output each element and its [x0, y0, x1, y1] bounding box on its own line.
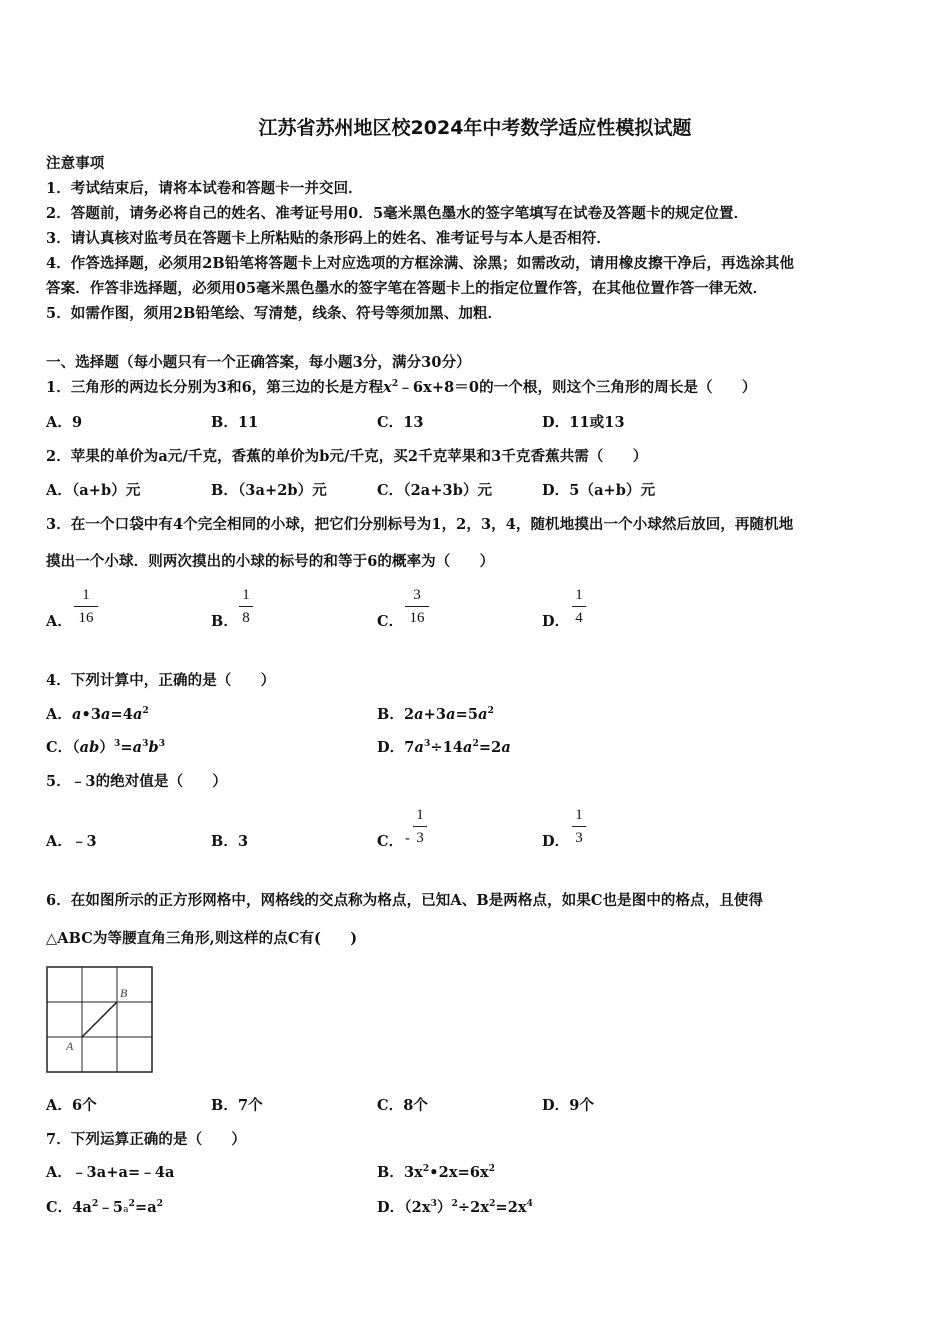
question-3-stem-line2: 摸出一个小球．则两次摸出的小球的标号的和等于6的概率为（ ） [46, 553, 495, 570]
notice-item-2: 2．答题前，请务必将自己的姓名、准考证号用0．5毫米黑色墨水的签字笔填写在试卷及答题卡的规定位置． [46, 205, 749, 222]
q4-d-eq: =2 [478, 739, 502, 756]
q4-option-c [46, 736, 165, 757]
q3-label-a: A． [46, 613, 72, 630]
q4-c-eq: = [120, 739, 133, 756]
question-7-stem: 7．下列运算正确的是（ ） [46, 1131, 246, 1148]
q7-d-sup4: 4 [526, 1199, 534, 1209]
q3-fraction-c [405, 586, 429, 627]
q5-option-a: A．﹣3 [46, 833, 97, 850]
q4-option-b [377, 703, 494, 724]
q4-b-var2: a [446, 706, 456, 723]
segment-ab [82, 1002, 117, 1037]
q1-option-a: A．9 [46, 414, 83, 431]
question-6-stem-line2: △ABC为等腰直角三角形,则这样的点C有( ) [46, 930, 358, 947]
q7-b-part1: B．3x [377, 1164, 423, 1181]
q1-option-d: D．11或13 [542, 414, 625, 431]
q7-c-sup1: 2 [91, 1199, 99, 1209]
q7-d-sup1: 3 [430, 1199, 437, 1209]
question-4-stem: 4．下列计算中，正确的是（ ） [46, 672, 276, 689]
q2-option-a: A．（a+b）元 [46, 482, 141, 499]
fraction-bar [572, 826, 586, 827]
q5-d-denominator: 3 [575, 830, 583, 846]
q4-d-label: D． [377, 739, 405, 756]
q3-fraction-d [572, 586, 586, 627]
q4-b-coef: 2 [403, 706, 415, 723]
q1-eq-x: x [383, 379, 392, 396]
q4-c-paren-open: （ [72, 739, 80, 756]
q7-b-sup2: 2 [488, 1164, 496, 1174]
q4-b-var: a [414, 706, 424, 723]
q5-option-b: B．3 [211, 833, 249, 850]
q7-d-sup2: 2 [451, 1199, 458, 1209]
q5-c-negative-sign: - [405, 831, 410, 847]
fraction-bar [239, 606, 253, 607]
notice-item-3: 3．请认真核对监考员在答题卡上所粘贴的条形码上的姓名、准考证号与本人是否相符． [46, 230, 611, 247]
point-b-label: B [120, 986, 128, 1000]
q7-option-d [377, 1196, 533, 1217]
q7-c-part1: C．4a [46, 1199, 92, 1216]
q4-c-b: b [148, 739, 159, 756]
q5-c-denominator: 3 [416, 830, 424, 846]
q5-label-d: D． [542, 833, 570, 850]
q4-d-a2: a [463, 739, 473, 756]
q4-b-eq: =5 [455, 706, 479, 723]
question-3-stem-line1: 3．在一个口袋中有4个完全相同的小球，把它们分别标号为1，2，3，4，随机地摸出一个小球然后放回，再随机地 [46, 516, 794, 533]
q4-d-sup2: 2 [472, 739, 479, 749]
q3-b-denominator: 8 [242, 610, 250, 626]
q3-c-denominator: 16 [409, 610, 425, 626]
q7-option-c [46, 1196, 163, 1217]
q3-a-denominator: 16 [78, 610, 94, 626]
notice-item-1: 1．考试结束后，请将本试卷和答题卡一并交回． [46, 180, 363, 197]
square-grid-figure [46, 966, 154, 1074]
q7-d-part1: D．（2x [377, 1199, 431, 1216]
notice-item-5: 5．如需作图，须用2B铅笔绘、写清楚，线条、符号等须加黑、加粗． [46, 305, 503, 322]
question-6-stem-line1: 6．在如图所示的正方形网格中，网格线的交点称为格点，已知A、B是两格点，如果C也是图中的格点，且使得 [46, 892, 764, 909]
q3-label-d: D． [542, 613, 570, 630]
q5-fraction-c [413, 806, 427, 847]
point-a-label: A [66, 1039, 74, 1053]
q3-c-numerator: 3 [413, 587, 421, 603]
q4-a-op: •3 [81, 706, 102, 723]
fraction-bar [413, 826, 427, 827]
question-5-stem: 5．﹣3的绝对值是（ ） [46, 773, 227, 790]
q4-a-var3: a [132, 706, 143, 723]
q2-option-b: B．（3a+2b）元 [211, 482, 327, 499]
q4-d-coef: 7 [404, 739, 415, 756]
notice-item-4: 4．作答选择题，必须用2B铅笔将答题卡上对应选项的方框涂满、涂黑；如需改动，请用橡皮擦干净后，再选涂其他 [46, 255, 795, 272]
fraction-bar [572, 606, 586, 607]
q4-b-op: +3 [423, 706, 447, 723]
q7-c-part2: ﹣5 [98, 1199, 124, 1216]
q7-d-part4: =2x [495, 1199, 527, 1216]
q7-d-sup3: 2 [489, 1199, 496, 1209]
q1-option-c: C．13 [377, 414, 424, 431]
q4-a-var: a [71, 706, 82, 723]
q4-a-sup: 2 [142, 706, 149, 716]
q6-option-d: D．9个 [542, 1097, 595, 1114]
q3-fraction-b [239, 586, 253, 627]
q7-d-part2: ） [436, 1199, 452, 1216]
q4-b-label: B． [377, 706, 404, 723]
q4-d-sup1: 3 [423, 739, 431, 749]
q7-c-sup2: 2 [128, 1199, 135, 1209]
q5-fraction-d [572, 806, 586, 847]
question-2-stem: 2．苹果的单价为a元/千克，香蕉的单价为b元/千克，买2千克苹果和3千克香蕉共需（ ） [46, 448, 648, 465]
q6-option-b: B．7个 [211, 1097, 263, 1114]
q7-b-part2: •2x=6x [429, 1164, 489, 1181]
notice-heading: 注意事项 [46, 155, 105, 172]
q4-a-eq: =4 [110, 706, 133, 723]
q4-c-sup1: 3 [113, 739, 121, 749]
fraction-bar [74, 606, 98, 607]
q7-option-b [377, 1161, 495, 1182]
question-1-stem [46, 376, 756, 397]
q4-option-d [377, 736, 511, 757]
q4-c-sup3: 3 [158, 739, 166, 749]
q4-c-ab: ab [79, 739, 100, 756]
q4-c-paren-close: ） [99, 739, 114, 756]
notice-item-4-cont: 答案．作答非选择题，必须用05毫米黑色墨水的签字笔在答题卡上的指定位置作答，在其他位置作答一律无效． [46, 280, 768, 297]
fraction-bar [405, 606, 429, 607]
q4-c-label: C． [46, 739, 73, 756]
q3-b-numerator: 1 [242, 587, 250, 603]
q4-a-label: A． [46, 706, 72, 723]
q1-option-b: B．11 [211, 414, 259, 431]
q7-c-small-a: a [123, 1205, 129, 1215]
q1-stem-b: 的一个根，则这个三角形的周长是（ ） [479, 379, 757, 396]
q5-c-numerator: 1 [416, 807, 424, 823]
q3-label-c: C． [377, 613, 404, 630]
q5-label-c: C． [377, 833, 404, 850]
q3-label-b: B． [211, 613, 238, 630]
q7-c-sup3: 2 [156, 1199, 164, 1209]
q7-d-part3: ÷2x [457, 1199, 490, 1216]
q3-fraction-a [74, 586, 98, 627]
q1-eq-rest: ﹣6x+8＝0 [398, 379, 480, 396]
q3-d-denominator: 4 [575, 610, 583, 626]
page-title: 江苏省苏州地区校2024年中考数学适应性模拟试题 [258, 117, 692, 139]
q7-b-sup1: 2 [422, 1164, 430, 1174]
q4-d-div: ÷14 [430, 739, 463, 756]
q4-c-a: a [132, 739, 143, 756]
q3-d-numerator: 1 [575, 587, 583, 603]
q4-d-a3: a [501, 739, 511, 756]
q4-d-a: a [414, 739, 424, 756]
q4-c-sup2: 3 [142, 739, 149, 749]
q4-b-sup: 2 [487, 706, 494, 716]
q4-option-a [46, 703, 149, 724]
q6-option-a: A．6个 [46, 1097, 97, 1114]
q7-c-part4: =a [134, 1199, 157, 1216]
q5-d-numerator: 1 [575, 807, 583, 823]
section-heading: 一、选择题（每小题只有一个正确答案，每小题3分，满分30分） [46, 354, 471, 371]
q4-a-var2: a [101, 706, 111, 723]
q1-stem-a: 1．三角形的两边长分别为3和6，第三边的长是方程 [46, 379, 384, 396]
q3-a-numerator: 1 [82, 587, 90, 603]
q6-option-c: C．8个 [377, 1097, 429, 1114]
q1-eq-sup: 2 [391, 379, 399, 389]
q2-option-d: D．5（a+b）元 [542, 482, 656, 499]
q2-option-c: C．（2a+3b）元 [377, 482, 493, 499]
q4-b-var3: a [478, 706, 488, 723]
q7-option-a: A．﹣3a+a=﹣4a [46, 1164, 175, 1181]
